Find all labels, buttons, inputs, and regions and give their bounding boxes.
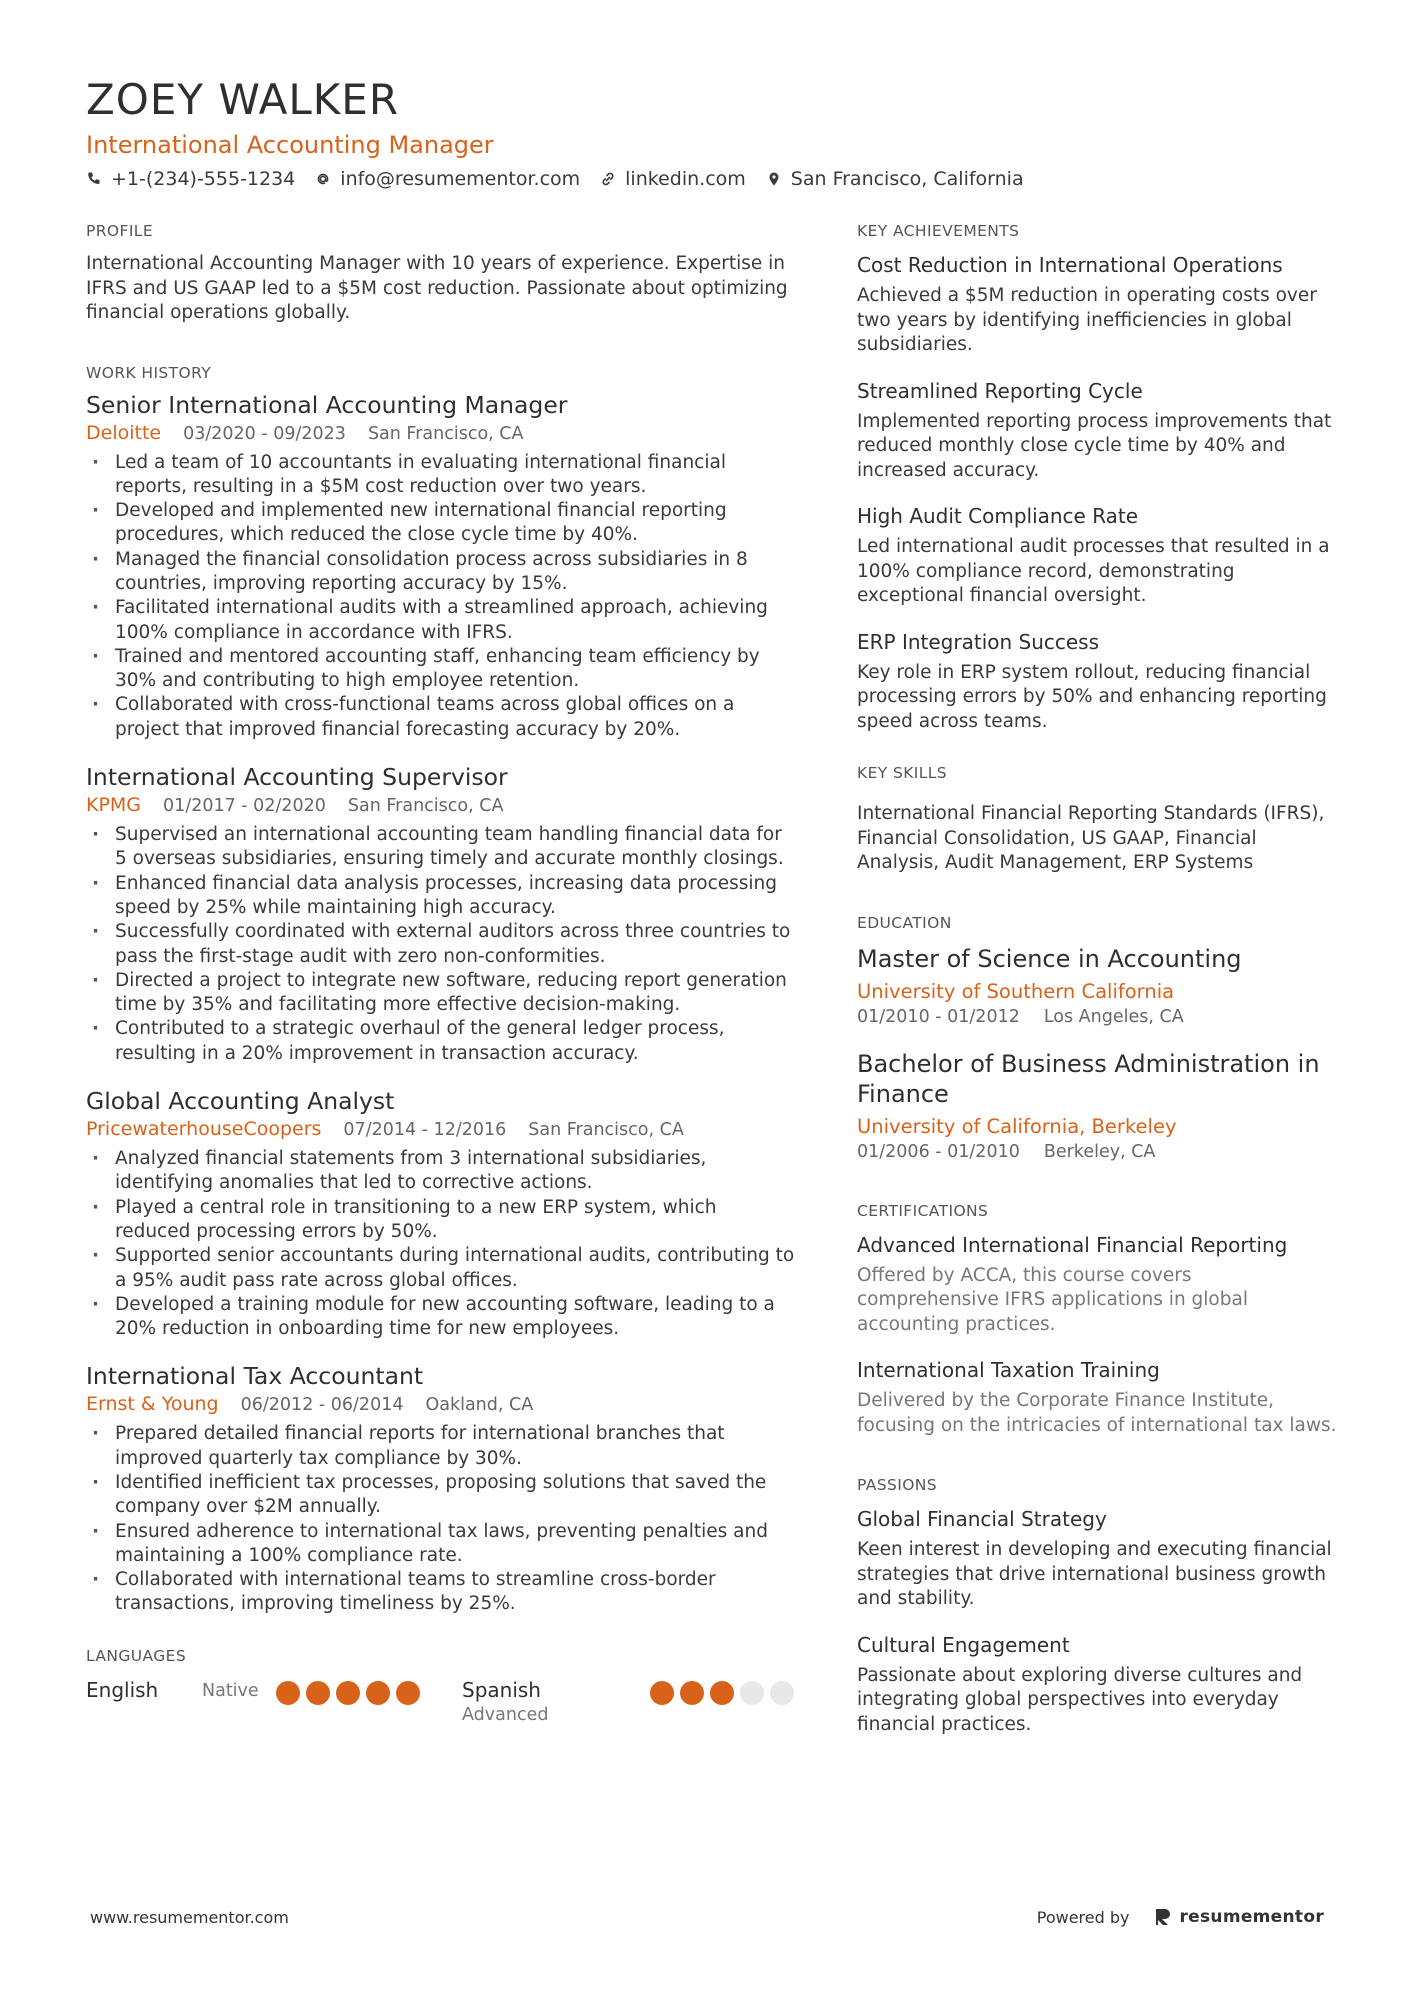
language-name: English bbox=[86, 1677, 159, 1702]
language-level: Advanced bbox=[462, 1704, 549, 1725]
job-bullets bbox=[86, 451, 796, 743]
certifications-section bbox=[857, 1200, 1337, 1439]
job-company: Deloitte bbox=[86, 421, 162, 444]
job-location: San Francisco, CA bbox=[347, 796, 504, 817]
language-rating bbox=[276, 1681, 420, 1705]
certification-item bbox=[857, 1357, 1337, 1438]
footer-website[interactable]: www.resumementor.com bbox=[90, 1907, 289, 1927]
job-bullet: · Prepared detailed financial reports for international branches that improved quarterly tax compliance by 30%. bbox=[86, 1422, 796, 1471]
achievement-title: Streamlined Reporting Cycle bbox=[857, 378, 1143, 403]
rating-dot-filled bbox=[650, 1681, 674, 1705]
skills-text: International Financial Reporting Standards (IFRS), Financial Consolidation, US GAAP, Financial Analysis, Audit Management, ERP Systems bbox=[857, 803, 1325, 873]
left-column bbox=[86, 220, 796, 1727]
phone-text: +1-(234)-555-1234 bbox=[111, 168, 296, 190]
job-dates: 01/2017 - 02/2020 bbox=[163, 796, 326, 817]
achievement-desc: Implemented reporting process improvements that reduced monthly close cycle time by 40% and increased accuracy. bbox=[857, 410, 1332, 481]
job-location: San Francisco, CA bbox=[367, 423, 524, 444]
job-entry bbox=[86, 390, 796, 743]
powered-by bbox=[1037, 1907, 1324, 1927]
job-bullet: · Facilitated international audits with a streamlined approach, achieving 100% compliance in accordance with IFRS. bbox=[86, 596, 796, 645]
contact-location bbox=[766, 168, 1024, 190]
passion-title: Global Financial Strategy bbox=[857, 1507, 1107, 1531]
job-bullet: · Supported senior accountants during international audits, contributing to a 95% audit pass rate across global offices. bbox=[86, 1244, 796, 1293]
email-text: info@resumementor.com bbox=[340, 168, 581, 190]
job-bullet: · Successfully coordinated with external auditors across three countries to pass the first-stage audit with zero non-conformities. bbox=[86, 920, 796, 969]
job-bullet: · Developed and implemented new international financial reporting procedures, which reduced the close cycle time by 40%. bbox=[86, 499, 796, 548]
profile-section bbox=[86, 220, 796, 326]
section-title-passions: PASSIONS bbox=[857, 1476, 938, 1494]
passion-desc: Keen interest in developing and executing financial strategies that drive international business growth and stability. bbox=[857, 1539, 1332, 1609]
language-rating bbox=[650, 1681, 794, 1727]
link-icon bbox=[600, 171, 616, 187]
job-entry bbox=[86, 762, 796, 1066]
section-title-achievements: KEY ACHIEVEMENTS bbox=[857, 222, 1020, 240]
powered-by-label: Powered by bbox=[1036, 1907, 1130, 1927]
language-name-wrap bbox=[462, 1677, 650, 1727]
job-dates: 07/2014 - 12/2016 bbox=[343, 1120, 507, 1141]
rating-dot-filled bbox=[366, 1681, 390, 1705]
contact-email[interactable] bbox=[315, 168, 580, 190]
job-dates: 06/2012 - 06/2014 bbox=[240, 1395, 404, 1416]
job-bullet: · Led a team of 10 accountants in evaluating international financial reports, resulting in a $5M cost reduction over two years. bbox=[86, 451, 796, 500]
achievement-title: High Audit Compliance Rate bbox=[857, 504, 1139, 528]
job-bullet: · Played a central role in transitioning to a new ERP system, which reduced processing errors by 50%. bbox=[86, 1196, 796, 1245]
job-bullets bbox=[86, 1422, 796, 1616]
at-icon bbox=[315, 171, 331, 187]
rating-dot-filled bbox=[336, 1681, 360, 1705]
job-bullet: · Ensured adherence to international tax laws, preventing penalties and maintaining a 100% compliance rate. bbox=[86, 1520, 796, 1569]
achievement-item bbox=[857, 378, 1337, 484]
certification-item bbox=[857, 1232, 1337, 1338]
brand-logo[interactable] bbox=[1155, 1907, 1324, 1927]
achievement-desc: Led international audit processes that resulted in a 100% compliance record, demonstrating exceptional financial oversight. bbox=[857, 536, 1330, 606]
language-name-wrap bbox=[86, 1677, 202, 1705]
rating-dot-filled bbox=[710, 1681, 734, 1705]
certification-desc: Delivered by the Corporate Finance Institute, focusing on the intricacies of international tax laws. bbox=[857, 1390, 1337, 1436]
job-company: PricewaterhouseCoopers bbox=[86, 1118, 322, 1141]
rating-dot-filled bbox=[306, 1681, 330, 1705]
job-bullet: · Collaborated with international teams to streamline cross-border transactions, improving timeliness by 25%. bbox=[86, 1568, 796, 1617]
section-title-languages: LANGUAGES bbox=[86, 1646, 187, 1665]
achievement-desc: Key role in ERP system rollout, reducing financial processing errors by 50% and enhancing reporting speed across teams. bbox=[857, 661, 1327, 732]
job-title: International Tax Accountant bbox=[86, 1362, 424, 1391]
education-item bbox=[857, 944, 1337, 1029]
section-title-profile: PROFILE bbox=[86, 222, 154, 240]
resume-header bbox=[86, 74, 1336, 190]
section-title-certifications: CERTIFICATIONS bbox=[857, 1201, 989, 1220]
job-title: Global Accounting Analyst bbox=[86, 1087, 395, 1116]
job-bullet: · Contributed to a strategic overhaul of the general ledger process, resulting in a 20% improvement in transaction accuracy. bbox=[86, 1017, 796, 1066]
skills-section bbox=[857, 762, 1337, 876]
job-bullet: · Collaborated with cross-functional teams across global offices on a project that improved financial forecasting accuracy by 20%. bbox=[86, 693, 796, 742]
job-bullet: · Directed a project to integrate new software, reducing report generation time by 35% and facilitating more effective decision-making. bbox=[86, 969, 796, 1018]
languages-list bbox=[86, 1677, 796, 1727]
phone-icon bbox=[86, 171, 102, 187]
section-title-skills: KEY SKILLS bbox=[857, 764, 948, 782]
passion-desc: Passionate about exploring diverse cultures and integrating global perspectives into everyday financial practices. bbox=[857, 1664, 1303, 1735]
job-meta bbox=[86, 1391, 796, 1418]
job-company: KPMG bbox=[86, 794, 142, 817]
achievement-item bbox=[857, 503, 1337, 609]
job-meta bbox=[86, 420, 796, 447]
job-bullet: · Enhanced financial data analysis processes, increasing data processing speed by 25% while maintaining high accuracy. bbox=[86, 872, 796, 921]
languages-section bbox=[86, 1645, 796, 1727]
candidate-role: International Accounting Manager bbox=[86, 131, 494, 159]
education-section bbox=[857, 912, 1337, 1164]
certification-title: Advanced International Financial Reporting bbox=[857, 1232, 1288, 1257]
job-dates: 03/2020 - 09/2023 bbox=[183, 423, 346, 444]
job-title: Senior International Accounting Manager bbox=[86, 390, 568, 419]
education-item bbox=[857, 1049, 1337, 1164]
job-entry bbox=[86, 1086, 796, 1341]
job-bullet: · Supervised an international accounting team handling financial data for 5 overseas subsidiaries, ensuring timely and accurate monthly closings. bbox=[86, 823, 796, 872]
education-location: Berkeley, CA bbox=[1043, 1141, 1156, 1162]
job-meta bbox=[86, 1116, 796, 1143]
work-history-section bbox=[86, 362, 796, 1617]
job-bullet: · Developed a training module for new accounting software, leading to a 20% reduction in onboarding time for new employees. bbox=[86, 1293, 796, 1342]
achievement-item bbox=[857, 629, 1337, 735]
passion-item bbox=[857, 1632, 1337, 1738]
achievement-title: ERP Integration Success bbox=[857, 629, 1100, 654]
passion-title: Cultural Engagement bbox=[857, 1632, 1070, 1657]
language-item bbox=[86, 1677, 462, 1705]
rating-dot-filled bbox=[276, 1681, 300, 1705]
page-footer bbox=[90, 1907, 1324, 1927]
candidate-name: ZOEY WALKER bbox=[86, 75, 399, 124]
rating-dot-empty bbox=[740, 1681, 764, 1705]
location-text: San Francisco, California bbox=[790, 168, 1024, 190]
education-school: University of Southern California bbox=[857, 979, 1175, 1003]
linkedin-text: linkedin.com bbox=[625, 168, 746, 190]
job-company: Ernst & Young bbox=[86, 1393, 219, 1416]
job-title: International Accounting Supervisor bbox=[86, 763, 508, 792]
job-bullets bbox=[86, 823, 796, 1066]
job-bullet: · Analyzed financial statements from 3 international subsidiaries, identifying anomalies that led to corrective actions. bbox=[86, 1147, 796, 1196]
job-bullet: · Identified inefficient tax processes, proposing solutions that saved the company over $2M annually. bbox=[86, 1471, 796, 1520]
rating-dot-filled bbox=[680, 1681, 704, 1705]
education-degree: Master of Science in Accounting bbox=[857, 944, 1242, 973]
achievement-item bbox=[857, 252, 1337, 358]
education-degree: Bachelor of Business Administration in Finance bbox=[857, 1049, 1320, 1108]
resumementor-logo-icon bbox=[1155, 1908, 1171, 1926]
certification-desc: Offered by ACCA, this course covers comprehensive IFRS applications in global accounting practices. bbox=[857, 1264, 1248, 1335]
location-pin-icon bbox=[766, 171, 782, 187]
rating-dot-empty bbox=[770, 1681, 794, 1705]
job-location: Oakland, CA bbox=[425, 1395, 534, 1416]
contact-linkedin[interactable] bbox=[600, 168, 746, 190]
education-meta bbox=[857, 1005, 1337, 1029]
achievement-title: Cost Reduction in International Operations bbox=[857, 253, 1283, 277]
education-dates: 01/2010 - 01/2012 bbox=[857, 1006, 1020, 1027]
job-bullet: · Trained and mentored accounting staff, enhancing team efficiency by 30% and contributing to high employee retention. bbox=[86, 645, 796, 694]
passions-section bbox=[857, 1474, 1337, 1737]
education-dates: 01/2006 - 01/2010 bbox=[857, 1141, 1020, 1162]
passion-item bbox=[857, 1506, 1337, 1612]
language-level: Native bbox=[202, 1680, 259, 1701]
job-bullet: · Managed the financial consolidation process across subsidiaries in 8 countries, improving reporting accuracy by 15%. bbox=[86, 548, 796, 597]
achievements-section bbox=[857, 220, 1337, 734]
education-location: Los Angeles, CA bbox=[1043, 1006, 1184, 1027]
job-bullets bbox=[86, 1147, 796, 1341]
language-item bbox=[462, 1677, 796, 1727]
certification-title: International Taxation Training bbox=[857, 1358, 1160, 1382]
section-title-work: WORK HISTORY bbox=[86, 363, 212, 382]
contact-phone bbox=[86, 168, 295, 190]
profile-text: International Accounting Manager with 10 years of experience. Expertise in IFRS and US GAAP led to a $5M cost reduction. Passionate about optimizing financial operations globally. bbox=[86, 253, 788, 323]
job-meta bbox=[86, 792, 796, 819]
brand-name: resumementor bbox=[1179, 1907, 1324, 1927]
education-school: University of California, Berkeley bbox=[857, 1114, 1177, 1138]
achievement-desc: Achieved a $5M reduction in operating costs over two years by identifying inefficiencies in global subsidiaries. bbox=[857, 285, 1317, 355]
contact-bar bbox=[86, 168, 1336, 190]
education-meta bbox=[857, 1140, 1337, 1164]
rating-dot-filled bbox=[396, 1681, 420, 1705]
job-location: San Francisco, CA bbox=[528, 1120, 684, 1141]
section-title-education: EDUCATION bbox=[857, 913, 952, 932]
right-column bbox=[857, 220, 1337, 1737]
job-entry bbox=[86, 1361, 796, 1616]
language-name: Spanish bbox=[462, 1677, 541, 1702]
